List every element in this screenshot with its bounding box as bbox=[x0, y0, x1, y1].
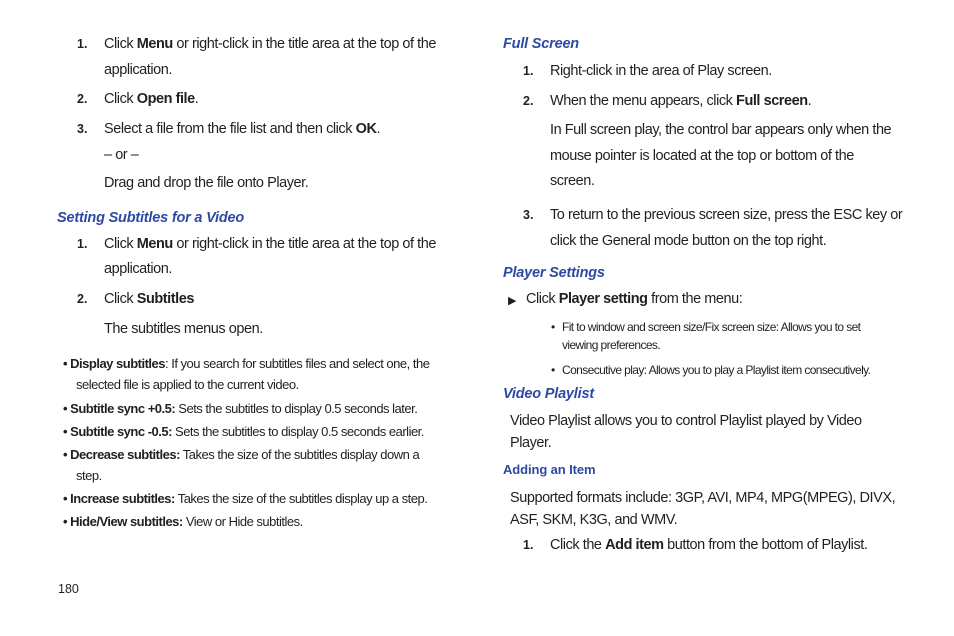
step-number: 1. bbox=[523, 538, 534, 552]
step-number: 1. bbox=[523, 64, 534, 78]
sub-bullet-text: Fit to window and screen size/Fix screen size: Allows you to set bbox=[562, 320, 861, 334]
section-heading-subtitles: Setting Subtitles for a Video bbox=[57, 210, 245, 226]
step-text-continued: click the General mode button on the top right. bbox=[550, 233, 827, 249]
bullet-item: • Display subtitles: If you search for subtitles files and select one, the bbox=[63, 356, 430, 371]
paragraph-line: In Full screen play, the control bar appears only when the bbox=[550, 122, 892, 138]
bullet-item: • Hide/View subtitles: View or Hide subtitles. bbox=[63, 514, 303, 529]
sub-bullet-text-continued: viewing preferences. bbox=[562, 338, 661, 352]
step-text: Click Menu or right-click in the title area at the top of the bbox=[104, 236, 436, 252]
drag-instruction: Drag and drop the file onto Player. bbox=[104, 175, 309, 191]
step-number: 2. bbox=[523, 94, 534, 108]
menus-open-text: The subtitles menus open. bbox=[104, 321, 263, 337]
step-number: 1. bbox=[77, 237, 88, 251]
section-heading-full-screen: Full Screen bbox=[503, 36, 579, 52]
bullet-item: • Subtitle sync +0.5: Sets the subtitles to display 0.5 seconds later. bbox=[63, 401, 418, 416]
bullet-item: • Decrease subtitles: Takes the size of the subtitles display down a bbox=[63, 447, 420, 462]
section-heading-video-playlist: Video Playlist bbox=[503, 386, 594, 402]
paragraph-line: Supported formats include: 3GP, AVI, MP4, MPG(MPEG), DIVX, bbox=[510, 490, 896, 506]
step-text: Select a file from the file list and then click OK. bbox=[104, 121, 381, 137]
paragraph-line: Video Playlist allows you to control Playlist played by Video bbox=[510, 413, 862, 429]
bullet-item-continued: selected file is applied to the current video. bbox=[76, 377, 299, 392]
paragraph-line: screen. bbox=[550, 173, 595, 189]
step-text: Click the Add item button from the bottom of Playlist. bbox=[550, 537, 868, 553]
step-text: Click Menu or right-click in the title area at the top of the bbox=[104, 36, 436, 52]
subsection-heading-adding-item: Adding an Item bbox=[503, 462, 596, 477]
step-text: Click Subtitles bbox=[104, 291, 194, 307]
paragraph-line: mouse pointer is located at the top or bottom of the bbox=[550, 148, 854, 164]
bullet-item-continued: step. bbox=[76, 468, 102, 483]
step-text-continued: application. bbox=[104, 62, 172, 78]
step-number: 2. bbox=[77, 292, 88, 306]
paragraph-line: ASF, SKM, K3G, and WMV. bbox=[510, 512, 678, 528]
arrow-item-text: Click Player setting from the menu: bbox=[526, 291, 743, 307]
or-separator: – or – bbox=[104, 147, 139, 163]
step-number: 3. bbox=[77, 122, 88, 136]
step-text: Right-click in the area of Play screen. bbox=[550, 63, 772, 79]
step-text: When the menu appears, click Full screen. bbox=[550, 93, 812, 109]
arrow-bullet-icon: ▶ bbox=[508, 295, 517, 307]
sub-bullet-text: Consecutive play: Allows you to play a Playlist item consecutively. bbox=[562, 363, 871, 377]
section-heading-player-settings: Player Settings bbox=[503, 265, 605, 281]
step-number: 2. bbox=[77, 92, 88, 106]
bullet-item: • Increase subtitles: Takes the size of the subtitles display up a step. bbox=[63, 491, 428, 506]
step-text-continued: application. bbox=[104, 261, 172, 277]
sub-bullet-dot: • bbox=[551, 363, 555, 377]
page-number: 180 bbox=[58, 582, 79, 596]
bullet-item: • Subtitle sync -0.5: Sets the subtitles to display 0.5 seconds earlier. bbox=[63, 424, 424, 439]
step-number: 3. bbox=[523, 208, 534, 222]
step-text: Click Open file. bbox=[104, 91, 199, 107]
step-text: To return to the previous screen size, press the ESC key or bbox=[550, 207, 903, 223]
step-number: 1. bbox=[77, 37, 88, 51]
paragraph-line: Player. bbox=[510, 435, 552, 451]
sub-bullet-dot: • bbox=[551, 320, 555, 334]
